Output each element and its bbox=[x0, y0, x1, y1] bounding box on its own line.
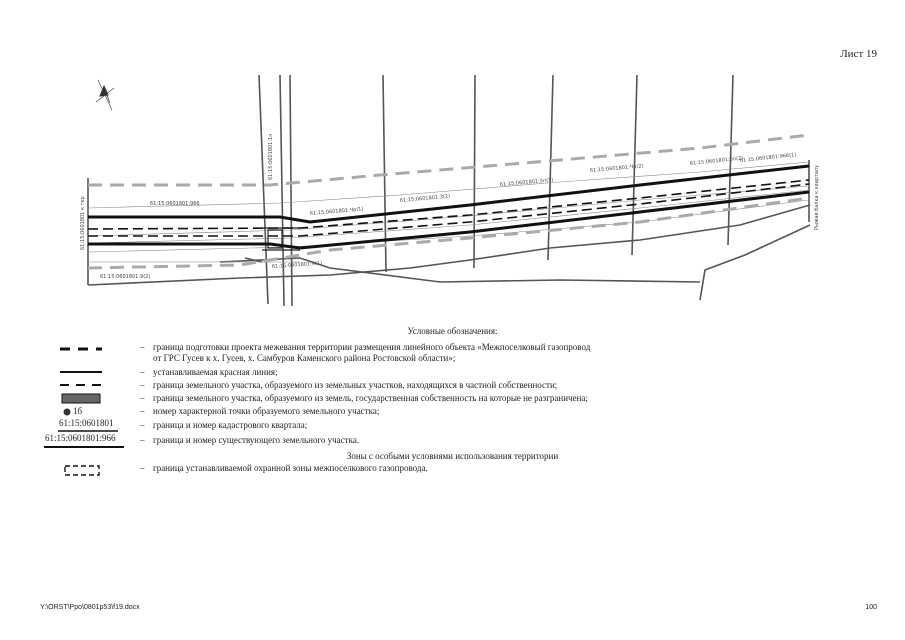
legend-item-existing-parcel: 61:15:0601801:966 – граница и номер существующего земельного участка. bbox=[40, 433, 680, 451]
legend-item-state-land: – граница земельного участка, образуемого из земель, государственная собственность на которые не разграничена; bbox=[40, 393, 680, 407]
legend-item-private-parcel: – граница земельного участка, образуемого из земельных участков, находящихся в частной собственности; bbox=[40, 380, 680, 394]
side-label-left: 61:15:0601801 к тер bbox=[80, 196, 86, 250]
parcel-label: 61:15:0601801:Чр(1) bbox=[309, 206, 364, 217]
legend-text: устанавливаемая красная линия; bbox=[153, 367, 278, 377]
parcel-symbol: 61:15:0601801:966 bbox=[45, 433, 116, 443]
legend-text: граница устанавливаемой охранной зоны межпоселкового газопровода. bbox=[153, 463, 428, 473]
legend-item-protection-zone: – граница устанавливаемой охранной зоны межпоселкового газопровода. bbox=[40, 463, 680, 479]
side-label-right: Рыжая балка к кварталу bbox=[814, 164, 820, 230]
legend-text: граница подготовки проекта межевания территории размещения линейного объекта «Межпоселковый газопровод bbox=[153, 342, 591, 352]
legend-text: граница земельного участка, образуемого из земельных участков, находящихся в частной собственности; bbox=[153, 380, 558, 390]
page-number: 100 bbox=[865, 604, 877, 611]
quarter-symbol: 61:15:0601801 bbox=[59, 418, 114, 428]
legend-title: Условные обозначения: bbox=[407, 326, 498, 336]
legend-item-red-line: – устанавливаемая красная линия; bbox=[40, 367, 680, 381]
parcel-label: 61:15:0601801:1н bbox=[268, 133, 274, 180]
legend-text: граница и номер кадастрового квартала; bbox=[153, 420, 308, 430]
protection-zone-symbol bbox=[40, 464, 150, 478]
zones-title: Зоны с особыми условиями использования территории bbox=[346, 451, 559, 461]
legend-text: граница и номер существующего земельного участка. bbox=[153, 435, 360, 445]
parcel-label: 61:15:0601801:5п(1) bbox=[499, 177, 554, 188]
legend-text: номер характерной точки образуемого земельного участка; bbox=[153, 406, 380, 416]
legend-text: от ГРС Гусев к х. Гусев, х. Самбуров Каменского района Ростовской области»; bbox=[153, 353, 456, 363]
legend-item-planning-boundary: – граница подготовки проекта межевания территории размещения линейного объекта «Межпоселковый газопровод от ГРС Гусев к х. Гусев, х. Самбуров Каменского района Ростовской области»; bbox=[40, 342, 680, 368]
parcel-label: 61:15:0601801:966(1) bbox=[739, 152, 797, 164]
legend-item-cadastral-quarter: 61:15:0601801 – граница и номер кадастрового квартала; bbox=[40, 418, 680, 434]
parcel-label: 61:15:0601801:9(1) bbox=[271, 260, 323, 270]
legend-item-point-number: 1б – номер характерной точки образуемого земельного участка; bbox=[40, 406, 680, 420]
parcel-label: 61:15:0601801:966 bbox=[150, 201, 200, 207]
dashed-bold-line-symbol bbox=[40, 346, 150, 360]
legend-text: граница земельного участка, образуемого из земель, государственная собственность на которые не разграничена; bbox=[153, 393, 588, 403]
parcel-label: 61:15:0601801:5п(2) bbox=[689, 155, 744, 167]
point-symbol: 1б bbox=[40, 406, 150, 420]
parcel-label: 61:15:0601801:3(2) bbox=[399, 193, 451, 204]
north-arrow-icon bbox=[96, 80, 114, 110]
parcel-label: 61:15:0601801:9(2) bbox=[100, 274, 151, 280]
sheet-number: Лист 19 bbox=[840, 48, 877, 60]
file-path: Y:\ORST\Ppo\0801p53\f19.docx bbox=[40, 604, 140, 611]
filled-box-symbol bbox=[40, 393, 150, 407]
parcel-label: 61:15:0601801:Чр(2) bbox=[589, 163, 644, 174]
